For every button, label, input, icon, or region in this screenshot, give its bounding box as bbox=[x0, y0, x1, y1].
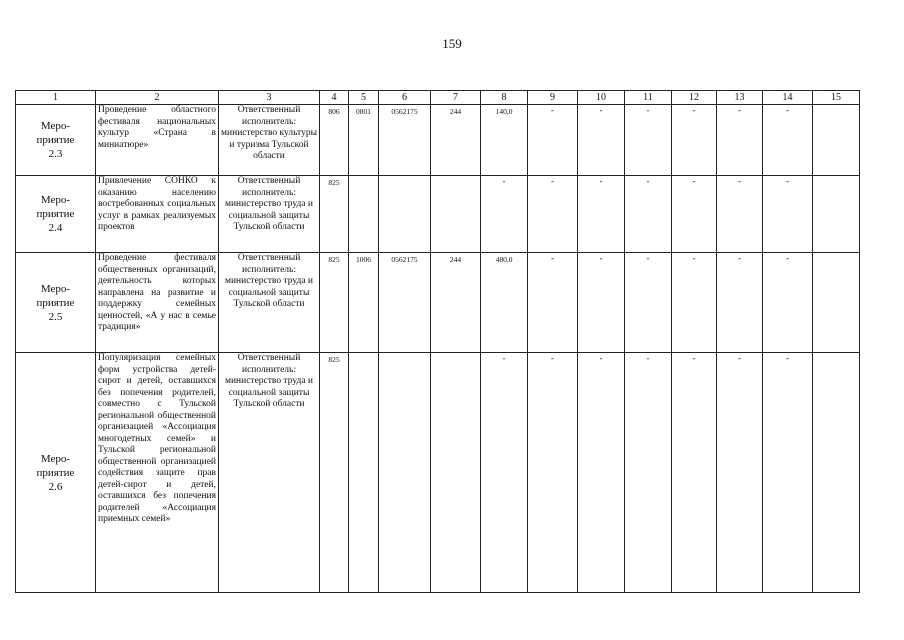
activity-label: Меро- приятие 2.5 bbox=[16, 253, 96, 353]
table-row bbox=[16, 105, 860, 176]
cell-col4: 825 bbox=[320, 253, 349, 353]
cell-col6: 0562175 bbox=[379, 253, 431, 353]
column-header: 6 bbox=[379, 91, 431, 105]
program-table bbox=[15, 90, 860, 593]
cell-col5 bbox=[349, 176, 379, 253]
column-header: 1 bbox=[16, 91, 96, 105]
cell-col6 bbox=[379, 353, 431, 593]
cell-col15 bbox=[813, 253, 860, 353]
cell-col14: - bbox=[763, 176, 813, 253]
activity-description: Привлечение СОНКО к оказанию населению востребованных социальных услуг в рамках реализуемых проектов bbox=[96, 176, 219, 253]
cell-col8: - bbox=[481, 353, 528, 593]
cell-col10: - bbox=[578, 176, 625, 253]
activity-label: Меро- приятие 2.4 bbox=[16, 176, 96, 253]
column-header: 4 bbox=[320, 91, 349, 105]
activity-description: Проведение областного фестиваля национальных культур «Страна в миниатюре» bbox=[96, 105, 219, 176]
activity-label: Меро- приятие 2.6 bbox=[16, 353, 96, 593]
cell-col11: - bbox=[625, 105, 672, 176]
column-header: 9 bbox=[528, 91, 578, 105]
activity-description: Проведение фестиваля общественных организаций, деятельность которых направлена на развитие и поддержку семейных ценностей, «А у нас в семье традиция» bbox=[96, 253, 219, 353]
cell-col10: - bbox=[578, 353, 625, 593]
cell-col7 bbox=[431, 176, 481, 253]
cell-col11: - bbox=[625, 253, 672, 353]
cell-col15 bbox=[813, 353, 860, 593]
cell-col14: - bbox=[763, 105, 813, 176]
cell-col11: - bbox=[625, 353, 672, 593]
cell-col13: - bbox=[717, 253, 763, 353]
cell-col12: - bbox=[672, 253, 717, 353]
cell-col9: - bbox=[528, 353, 578, 593]
cell-col6 bbox=[379, 176, 431, 253]
cell-col13: - bbox=[717, 105, 763, 176]
cell-col8: - bbox=[481, 176, 528, 253]
table-row bbox=[16, 253, 860, 353]
page-number: 159 bbox=[442, 36, 462, 51]
cell-col6: 0562175 bbox=[379, 105, 431, 176]
cell-col10: - bbox=[578, 105, 625, 176]
cell-col5: 1006 bbox=[349, 253, 379, 353]
column-header: 13 bbox=[717, 91, 763, 105]
cell-col4: 806 bbox=[320, 105, 349, 176]
column-header: 14 bbox=[763, 91, 813, 105]
cell-col10: - bbox=[578, 253, 625, 353]
activity-description: Популяризация семейных форм устройства детей-сирот и детей, оставшихся без попечения родителей, совместно с Тульской региональной общественной организацией «Ассоциация многодетных семей» и Тульской региональной общественной организацией содействия защите прав детей-сирот и детей, оставшихся без попечения родителей «Ассоциация приемных семей» bbox=[96, 353, 219, 593]
cell-col11: - bbox=[625, 176, 672, 253]
responsible-executor: Ответственный исполнитель: министерство культуры и туризма Тульской области bbox=[219, 105, 320, 176]
activity-label: Меро- приятие 2.3 bbox=[16, 105, 96, 176]
table-row bbox=[16, 353, 860, 593]
cell-col15 bbox=[813, 105, 860, 176]
cell-col13: - bbox=[717, 353, 763, 593]
cell-col14: - bbox=[763, 253, 813, 353]
cell-col9: - bbox=[528, 105, 578, 176]
responsible-executor: Ответственный исполнитель: министерство труда и социальной защиты Тульской области bbox=[219, 253, 320, 353]
column-header: 7 bbox=[431, 91, 481, 105]
cell-col5: 0801 bbox=[349, 105, 379, 176]
table-row bbox=[16, 176, 860, 253]
cell-col15 bbox=[813, 176, 860, 253]
cell-col4: 825 bbox=[320, 176, 349, 253]
column-header: 8 bbox=[481, 91, 528, 105]
column-header: 15 bbox=[813, 91, 860, 105]
responsible-executor: Ответственный исполнитель: министерство труда и социальной защиты Тульской области bbox=[219, 353, 320, 593]
cell-col8: 480,0 bbox=[481, 253, 528, 353]
cell-col12: - bbox=[672, 105, 717, 176]
cell-col8: 140,0 bbox=[481, 105, 528, 176]
cell-col7 bbox=[431, 353, 481, 593]
column-header: 5 bbox=[349, 91, 379, 105]
cell-col4: 825 bbox=[320, 353, 349, 593]
cell-col7: 244 bbox=[431, 253, 481, 353]
cell-col7: 244 bbox=[431, 105, 481, 176]
column-header: 11 bbox=[625, 91, 672, 105]
cell-col9: - bbox=[528, 176, 578, 253]
cell-col9: - bbox=[528, 253, 578, 353]
column-header: 12 bbox=[672, 91, 717, 105]
column-header: 10 bbox=[578, 91, 625, 105]
cell-col13: - bbox=[717, 176, 763, 253]
responsible-executor: Ответственный исполнитель: министерство труда и социальной защиты Тульской области bbox=[219, 176, 320, 253]
cell-col12: - bbox=[672, 353, 717, 593]
column-header: 2 bbox=[96, 91, 219, 105]
cell-col5 bbox=[349, 353, 379, 593]
header-row bbox=[16, 91, 860, 105]
cell-col14: - bbox=[763, 353, 813, 593]
cell-col12: - bbox=[672, 176, 717, 253]
column-header: 3 bbox=[219, 91, 320, 105]
